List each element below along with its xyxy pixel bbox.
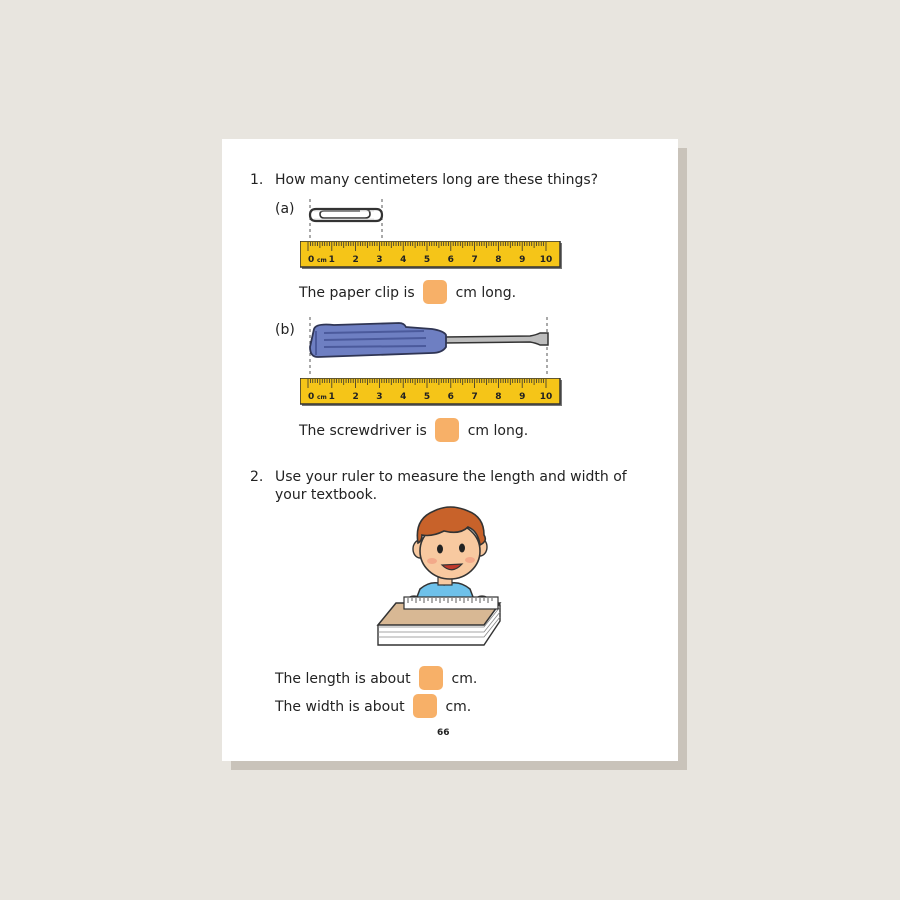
ruler-number: 3 (376, 255, 383, 265)
screwdriver-icon (310, 323, 548, 357)
question-2-text-line2: your textbook. (275, 487, 378, 503)
ruler-number: 5 (423, 392, 431, 402)
ruler-number: 7 (471, 392, 478, 402)
ruler-number: 1 (328, 392, 335, 402)
part-b-label: (b) (275, 322, 295, 338)
ruler-number: 9 (519, 255, 526, 265)
ruler-number: 6 (447, 392, 454, 402)
ruler-b (300, 378, 562, 412)
width-answer-box[interactable] (413, 694, 437, 718)
ruler-number: 10 (539, 392, 553, 402)
width-sentence (275, 695, 471, 719)
ruler-number: 3 (376, 392, 383, 402)
ruler-number: 7 (471, 255, 478, 265)
ruler-number: 0 (308, 392, 315, 402)
page-number: 66 (437, 728, 450, 738)
answer-a-sentence (299, 281, 516, 305)
answer-a-box[interactable] (423, 280, 447, 304)
screwdriver-figure (304, 317, 554, 377)
question-1-text: How many centimeters long are these things? (275, 172, 599, 188)
ruler-number: 4 (400, 255, 407, 265)
answer-a-text-after: cm long. (455, 285, 517, 301)
ruler-number: 2 (352, 255, 359, 265)
textbook-page (222, 139, 678, 761)
paper-clip-icon (310, 209, 382, 221)
question-2-text-line1: Use your ruler to measure the length and width of (275, 469, 627, 485)
ruler-number: 6 (447, 255, 454, 265)
ruler-a (300, 241, 562, 275)
boy-measuring-book-illustration (372, 501, 512, 651)
length-sentence (275, 667, 477, 691)
ruler-unit-label: cm (317, 257, 327, 264)
question-1-number: 1. (250, 172, 264, 188)
ruler-number: 2 (352, 392, 359, 402)
width-text-after: cm. (445, 699, 472, 715)
answer-b-sentence (299, 419, 528, 443)
answer-b-text-before: The screwdriver is (299, 423, 427, 439)
ruler-number: 8 (495, 255, 502, 265)
part-a-label: (a) (275, 201, 295, 217)
ruler-number: 9 (519, 392, 526, 402)
answer-b-box[interactable] (435, 418, 459, 442)
answer-a-text-before: The paper clip is (299, 285, 415, 301)
ruler-number: 10 (539, 255, 553, 265)
ruler-unit-label: cm (317, 394, 327, 401)
ruler-number: 8 (495, 392, 502, 402)
length-answer-box[interactable] (419, 666, 443, 690)
length-text-after: cm. (451, 671, 478, 687)
question-2-number: 2. (250, 469, 264, 485)
length-text-before: The length is about (275, 671, 411, 687)
ruler-number: 1 (328, 255, 335, 265)
width-text-before: The width is about (275, 699, 405, 715)
ruler-number: 4 (400, 392, 407, 402)
answer-b-text-after: cm long. (467, 423, 529, 439)
ruler-number: 0 (308, 255, 315, 265)
ruler-number: 5 (423, 255, 431, 265)
